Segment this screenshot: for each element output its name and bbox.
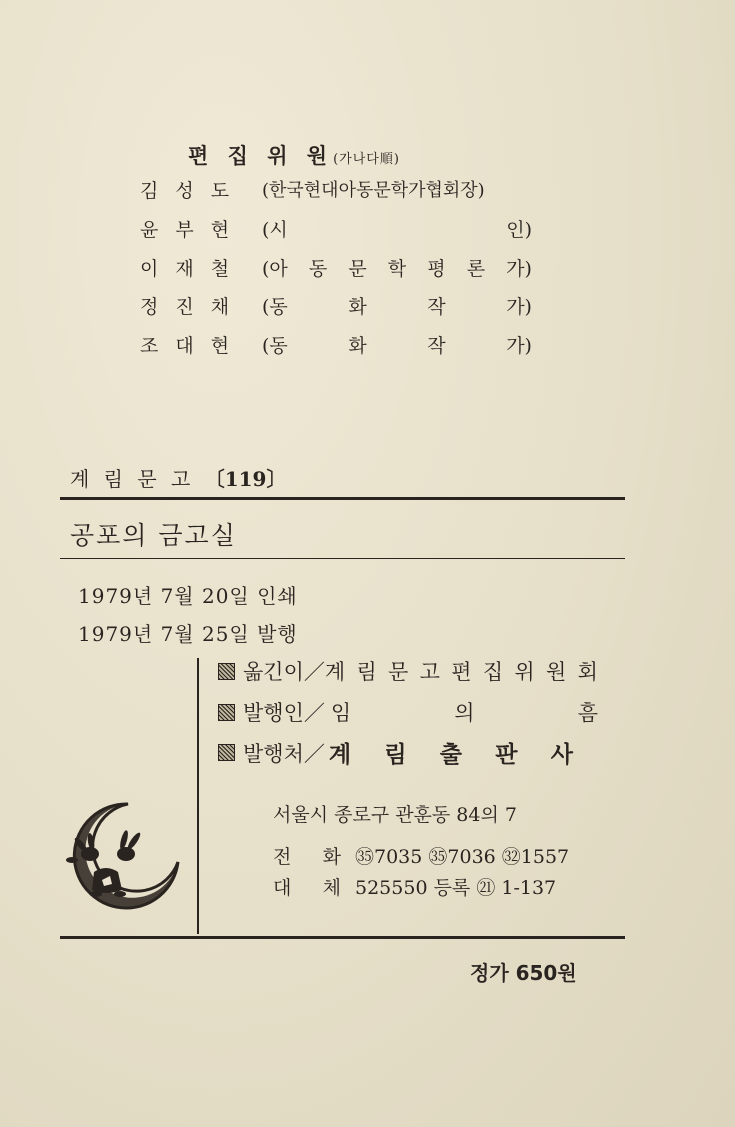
credit-value <box>325 656 598 686</box>
member-name: 윤부현 <box>140 219 247 241</box>
label-char: 화 <box>322 846 341 868</box>
credit-house <box>218 736 573 769</box>
label-char: 대 <box>273 877 292 899</box>
member-role <box>262 176 540 202</box>
series-name: 계 림 문 고 <box>70 467 195 491</box>
role-text: 학 <box>387 258 407 280</box>
role-text: 인) <box>506 219 532 241</box>
address-line: 서울시 종로구 관훈동 84의 7 <box>273 804 517 826</box>
vertical-divider <box>197 658 199 934</box>
board-member <box>140 254 540 284</box>
phone-label <box>273 842 341 869</box>
board-member <box>140 215 540 245</box>
role-text: 가) <box>506 258 532 280</box>
credit-value <box>325 736 573 769</box>
credit-char: 흠 <box>577 701 598 725</box>
role-text: 가) <box>506 335 532 357</box>
series-label <box>70 463 286 492</box>
credit-value <box>325 697 598 727</box>
credit-char: 편 <box>451 660 472 684</box>
role-text: 동 <box>308 258 328 280</box>
credit-char: 계 <box>324 660 346 684</box>
member-role <box>262 331 532 358</box>
board-title-text: 편 집 위 원 <box>188 143 334 168</box>
account-number: 525550 등록 ㉑ 1-137 <box>355 877 557 899</box>
role-text: 작 <box>427 296 446 318</box>
credit-char: 사 <box>550 742 573 768</box>
member-name: 이재철 <box>140 258 247 280</box>
credit-publisher <box>218 697 598 727</box>
board-subtitle: (가나다順) <box>333 152 400 167</box>
credit-label: 옮긴이／ <box>243 660 325 684</box>
bullet-square-icon <box>218 704 235 721</box>
role-text: (동 <box>262 296 288 318</box>
divider-rule <box>60 936 625 939</box>
member-name: 정진채 <box>140 296 247 318</box>
role-text: 론 <box>466 258 486 280</box>
series-number: 〔119〕 <box>204 467 287 491</box>
editorial-board-title <box>188 140 400 170</box>
credit-char: 의 <box>454 701 475 725</box>
phone-numbers: ㉟7035 ㉟7036 ㉜1557 <box>355 846 570 868</box>
credit-char: 림 <box>356 660 377 684</box>
credit-label: 발행인／ <box>243 701 325 725</box>
credit-char: 원 <box>546 660 567 684</box>
role-text: (아 <box>262 258 288 280</box>
member-role <box>262 292 532 319</box>
bullet-square-icon <box>218 663 235 680</box>
member-name: 조대현 <box>140 335 247 357</box>
publisher-logo-icon <box>66 800 186 910</box>
credit-char: 림 <box>384 742 407 768</box>
label-char: 전 <box>273 846 292 868</box>
phone-line <box>273 842 569 869</box>
role-text: (한국현대아동문학가협회장) <box>262 180 485 201</box>
member-name: 김성도 <box>140 180 247 202</box>
role-text: 작 <box>427 335 446 357</box>
divider-rule <box>60 558 625 559</box>
credit-char: 고 <box>419 660 440 684</box>
publish-date: 1979년 7월 25일 발행 <box>78 622 298 646</box>
credit-char: 출 <box>439 742 463 768</box>
role-text: (시 <box>262 219 288 241</box>
credit-translator <box>218 656 598 686</box>
role-text: 가) <box>506 296 532 318</box>
print-date: 1979년 7월 20일 인쇄 <box>78 584 298 608</box>
account-line <box>273 873 556 900</box>
credit-char: 판 <box>495 742 518 768</box>
board-member <box>140 331 540 361</box>
member-role <box>262 254 532 281</box>
bullet-square-icon <box>218 744 235 761</box>
account-label <box>273 873 341 900</box>
credit-label: 발행처／ <box>243 741 325 766</box>
label-char: 체 <box>322 877 341 899</box>
credit-char: 위 <box>514 660 535 684</box>
role-text: 평 <box>427 258 446 280</box>
role-text: (동 <box>262 335 288 357</box>
credit-char: 집 <box>482 660 504 684</box>
board-member <box>140 292 540 322</box>
credit-char: 회 <box>577 660 598 684</box>
credit-char: 계 <box>328 742 352 768</box>
price: 정가 650원 <box>470 961 577 985</box>
divider-rule <box>60 497 625 500</box>
role-text: 화 <box>348 296 367 318</box>
credit-char: 임 <box>330 701 352 725</box>
board-member <box>140 176 540 206</box>
role-text: 화 <box>348 335 367 357</box>
credit-char: 문 <box>388 660 409 684</box>
role-text: 문 <box>348 258 367 280</box>
member-role <box>262 215 532 242</box>
book-title: 공포의 금고실 <box>70 521 237 550</box>
